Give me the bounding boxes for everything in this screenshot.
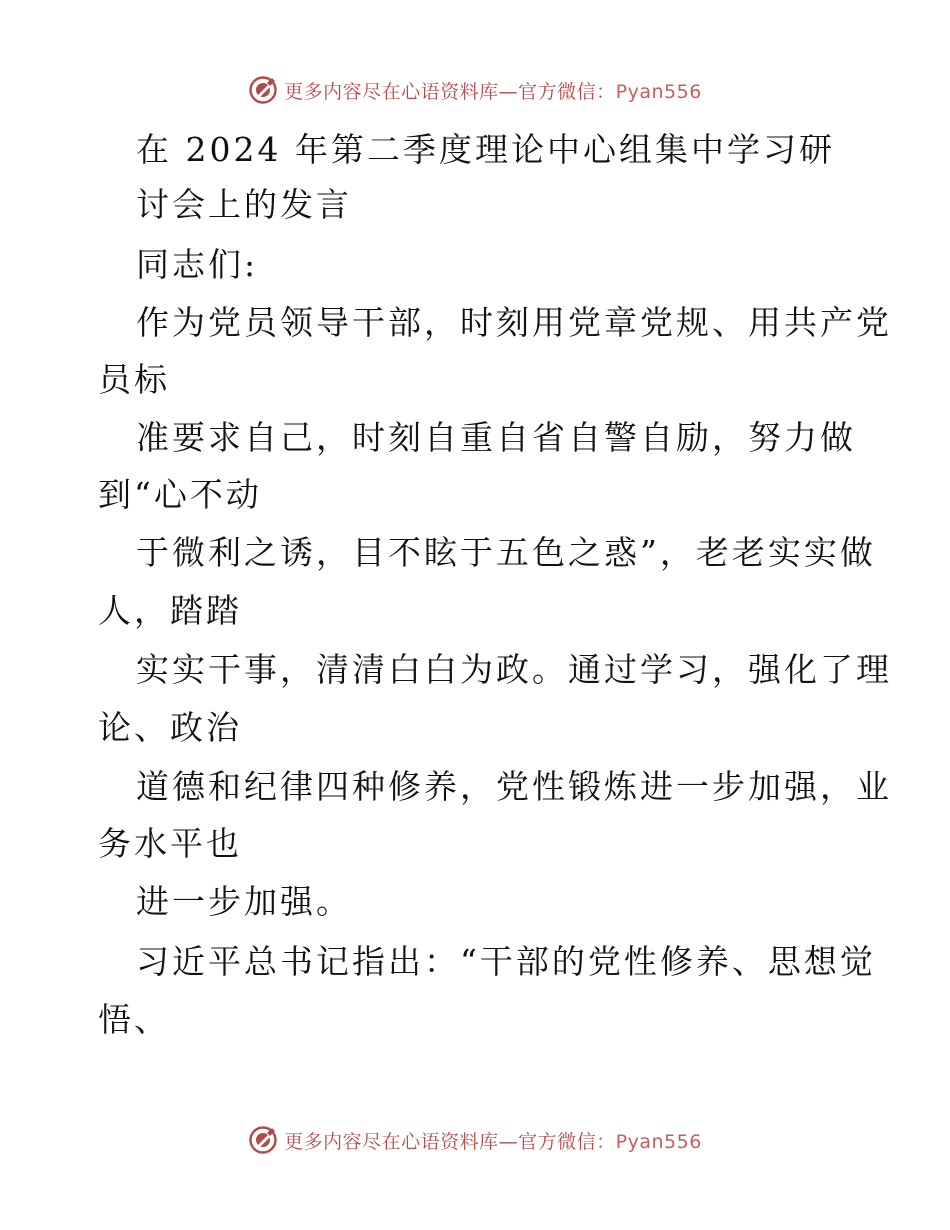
paragraph-line: 到“心不动 xyxy=(98,475,262,514)
pen-logo-icon xyxy=(248,1125,278,1155)
paragraph-line: 道德和纪律四种修养，党性锻炼进一步加强，业 xyxy=(136,767,892,806)
header-watermark xyxy=(0,70,950,110)
paragraph-line: 员标 xyxy=(98,360,170,399)
paragraph-line: 准要求自己，时刻自重自省自警自励，努力做 xyxy=(136,418,856,457)
watermark-text: 更多内容尽在心语资料库—官方微信：Pyan556 xyxy=(284,1130,702,1153)
footer-watermark xyxy=(0,1120,950,1160)
paragraph-line: 人，踏踏 xyxy=(98,591,242,630)
paragraph-line: 习近平总书记指出：“干部的党性修养、思想觉 xyxy=(136,942,876,981)
paragraph-line: 实实干事，清清白白为政。通过学习，强化了理 xyxy=(136,650,892,689)
paragraph-line: 论、政治 xyxy=(98,708,242,747)
paragraph-line: 于微利之诱，目不眩于五色之惑”，老老实实做 xyxy=(136,533,876,572)
watermark-account: Pyan556 xyxy=(615,80,702,103)
pen-logo-icon xyxy=(248,75,278,105)
paragraph-line: 务水平也 xyxy=(98,824,242,863)
watermark-account: Pyan556 xyxy=(615,1130,702,1153)
salutation: 同志们: xyxy=(136,245,259,284)
watermark-text: 更多内容尽在心语资料库—官方微信：Pyan556 xyxy=(284,80,702,103)
paragraph-line: 进一步加强。 xyxy=(136,882,352,921)
title-line-2: 讨会上的发言 xyxy=(136,185,352,224)
paragraph-line: 悟、 xyxy=(98,1000,170,1039)
title-line-1: 在 2024 年第二季度理论中心组集中学习研 xyxy=(136,130,835,169)
paragraph-line: 作为党员领导干部，时刻用党章党规、用共产党 xyxy=(136,303,892,342)
